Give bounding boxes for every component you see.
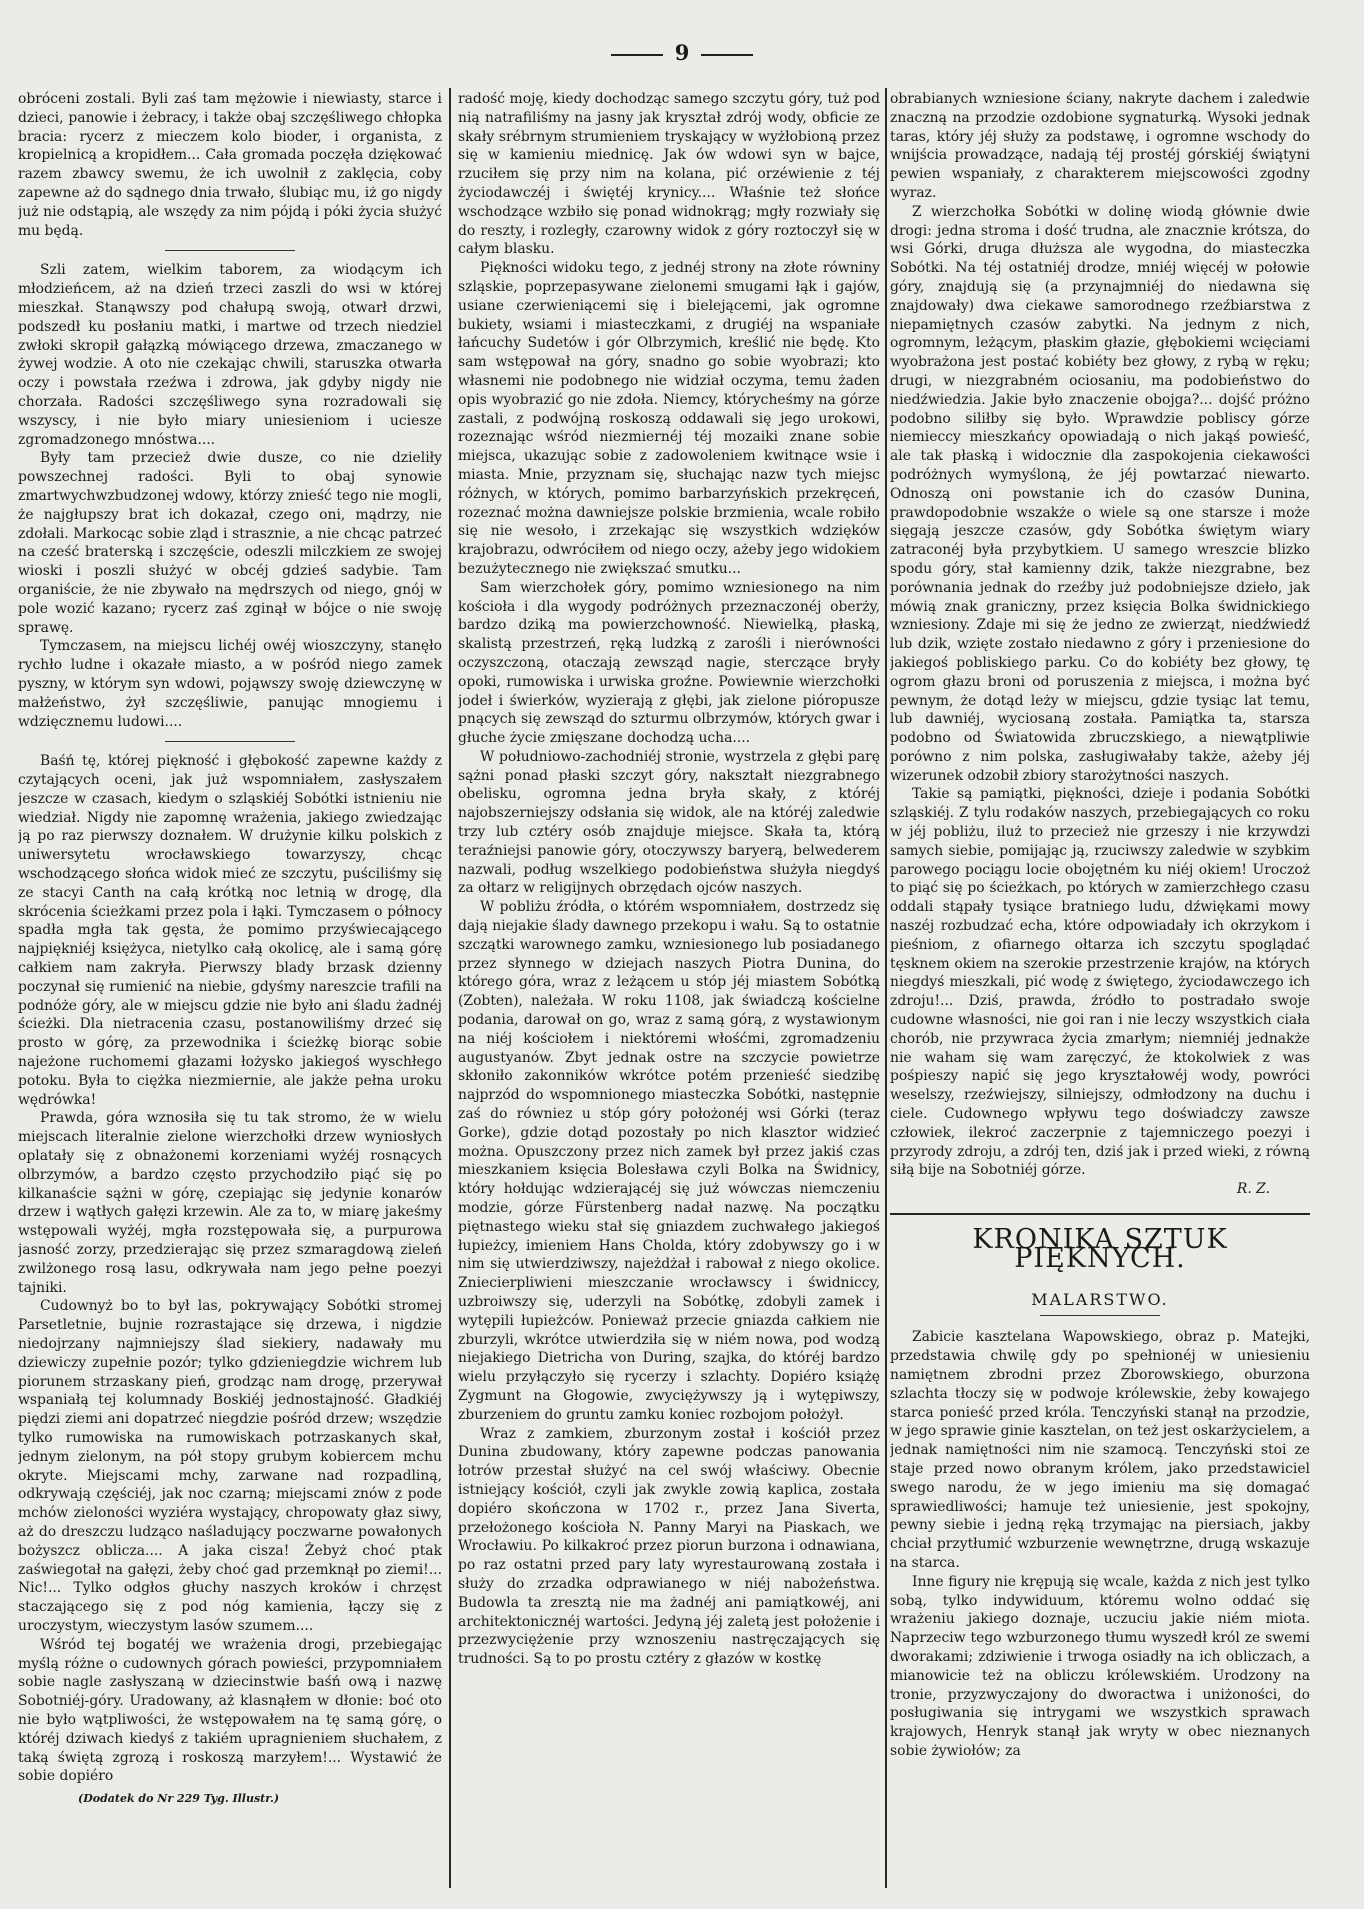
separator-rule (165, 741, 295, 742)
separator-rule (165, 250, 295, 251)
paragraph: W południowo-zachodniéj stronie, wystrzela z głębi parę sążni ponad płaski szczyt góry, nakształt niezgrabnego obelisku, ogromna jedna bryła skały, z któréj najobszerniejszy odsłania się widok, ale na któréj zaledwie trzy lub cztéry osób znajduje miejsce. Skała ta, którą teraźniejsi panowie góry, otoczywszy baryerą, belwederem nazwali, podług wszelkiego podobieństwa służyła niegdyś za ołtarz w religijnych obrzędach ojców naszych. (458, 748, 880, 897)
paragraph: Piękności widoku tego, z jednéj strony na złote równiny szląskie, poprzepasywane zielonemi smugami łąk i gajów, usiane czerwieniącemi się i bielejącemi, jak ogromne bukiety, wsiami i miasteczkami, z drugiéj na wspaniałe łańcuchy Sudetów i gór Olbrzymich, kreślić nie będę. Kto sam wstępował na góry, snadno go sobie wyobrazi; kto własnemi nie podobnego nie widział oczyma, temu żaden opis wyobrazić go nie zdoła. Niemcy, którycheśmy na górze zastali, z podwójną roskoszą oddawali się jego urokowi, rozeznając wśród niezmiernéj téj mozaiki znane sobie miejsca, ukazując sobie z zadowoleniem kwitnące wsie i miasta. Mnie, przyznam się, słuchając nazw tych miejsc różnych, w których, pomimo barbarzyńskich przekręceń, rozeznać można dawniejsze polskie brzmienia, wcale robiło się nie wesoło, i zrzekając się wszystkich wdzięków krajobrazu, odwróciłem od niego oczy, ażeby jego widokiem bezużytecznego nie zwiększać smutku... (458, 260, 880, 577)
paragraph: Sam wierzchołek góry, pomimo wzniesionego na nim kościoła i dla wygody podróżnych przeznaczonéj oberży, bardzo dziką ma powierzchowność. Niewielką, płaską, skalistą przestrzeń, ręką ludzką z zarośli i nierówności oczyszczoną, otaczają zewsząd nagie, sterczące bryły opoki, rumowiska i urwiska groźne. Powiewnie wierzchołki jodeł i świerków, wyzierają z głębi, jak zielone pióropusze pnących się zewsząd do szturmu olbrzymów, których gwar i głuche życie zmięszane dochodzą ucha.... (458, 579, 880, 747)
subsection-title (890, 1291, 1310, 1317)
page-number-dash-left (611, 54, 663, 56)
subsection-underline (1040, 1315, 1160, 1316)
paragraph: Prawda, góra wznosiła się tu tak stromo, że w wielu miejscach literalnie zielone wierzchołki drzew wyniosłych oplatały się z obnażonemi korzeniami wyżéj rosnących olbrzymów, a bardzo często przychodziło piąć się po kilkanaście sążni w górę, czepiając się jedynie konarów drzew i wątłych gałęzi krzewin. Ale za to, w miarę jakeśmy wstępowali wyżéj, mgła rozstępowała się, a purpurowa jasność zorzy, przedzierając się przez szmaragdową zieleń zwilżonego rosą lasu, odkrywała nam jego pełne poezyi tajniki. (18, 1110, 442, 1296)
column-divider (885, 88, 887, 1888)
page-number-text: 9 (674, 40, 690, 65)
supplement-footnote: (Dodatek do Nr 229 Tyg. Illustr.) (78, 1792, 280, 1806)
paragraph: Szli zatem, wielkim taborem, za wiodącym ich młodzieńcem, aż na dzień trzeci zaszli do wsi w której mieszkał. Stanąwszy pod chałupą swoją, otwarł drzwi, podszedł ku posłaniu matki, i martwe od trzech niedziel zwłoki skropił gałązką mówiącego drzewa, zmaczanego w żywej wodzie. A oto nie czekając chwili, staruszka otwarła oczy i powstała rzeźwa i zdrowa, jak gdyby nigdy nie chorzała. Radości szczęśliwego syna rozradowali się wszyscy, i nie było miary uniesieniom i uciesze zgromadzonego mnóstwa.... (18, 262, 442, 448)
column-divider (449, 88, 451, 1888)
paragraph: Były tam przecież dwie dusze, co nie dzieliły powszechnej radości. Byli to obaj synowie zmartwychwzbudzonej wdowy, którzy znieść tego nie mogli, że najgłupszy brat ich dokazał, czego oni, mądrzy, nie zdołali. Markocąc sobie zląd i strasznie, a nie chcąc patrzeć na cześć braterską i szczęście, odeszli milczkiem ze swojej wioski i poszli służyć w obcéj gdzieś sadybie. Tam organiście, że nie zbywało na mędrszych od niego, gnój w pole wozić kazano; rycerz zaś zginął w bójce o nie swoję sprawę. (18, 450, 442, 636)
paragraph: Zabicie kasztelana Wapowskiego, obraz p. Matejki, przedstawia chwilę gdy po spełnionéj w uniesieniu namiętnem zbrodni przez Zborowskiego, oburzona szlachta tłoczy się w podwoje królewskie, żeby kowajego starca ponieść przed króla. Tenczyński stanął na przodzie, w jego sprawie ginie kasztelan, on też jest oskarżycielem, a jednak namiętności nim nie szamocą. Tenczyński stoi ze staje przed nowo obranym królem, jako przedstawiciel swego narodu, że w jego imieniu ma się domagać sprawiedliwości; hamuje też uniesienie, jest spokojny, pewny siebie i jedną ręką trzymając na piersiach, jakby chciał przytłumić wzburzenie wewnętrzne, drugą wskazuje na starca. (890, 1329, 1310, 1571)
column-3 (890, 90, 1310, 1890)
page-number (0, 40, 1364, 65)
paragraph: Wśród tej bogatéj we wrażenia drogi, przebiegając myślą różne o cudownych górach powieści, przypomniałem sobie nagle zasłyszaną w dziecinstwie baśń ową i nazwę Sobotniéj-góry. Uradowany, aż klasnąłem w dłonie: boć oto nie było wątpliwości, że wstępowałem na tę samą górę, o któréj dziwach kiedyś z takiém upragnieniem słuchałem, z taką świętą zgrozą i roskoszą marzyłem!... Wystawić że sobie dopiéro (18, 1636, 442, 1785)
paragraph: W pobliżu źródła, o którém wspomniałem, dostrzedz się dają niejakie ślady dawnego przekopu i wału. Są to ostatnie szczątki warownego zamku, wzniesionego lub posiadanego przez słynnego w dziejach naszych Piotra Dunina, do którego góra, wraz z leżącem u stóp jéj miastem Sobótką (Zobten), należała. W roku 1108, jak świadczą kościelne podania, darował on go, wraz z samą górą, z wystawionym na niéj kościołem i niektóremi włośćmi, zgromadzeniu augustyanów. Zbyt jednak ostre na szczycie powietrze skłoniło zakonników wkrótce potém przenieść siedzibę najprzód do wspomnionego miasteczka Sobótki, następnie zaś do równiez u stóp góry położonéj wsi Górki (teraz Gorke), gdzie dotąd pozostały po nich klasztor widzieć można. Opuszczony przez nich zamek był przez jakiś czas mieszkaniem księcia Bolesława czyli Bolka na Świdnicy, który hołdując wdzierającéj się już wówczas niemczeniu modzie, górze Fürstenberg nadał nazwę. Na początku piętnastego wieku stał się gniazdem zuchwałego jakiegoś łupieżcy, imieniem Hans Cholda, który zdobywszy go i w nim się utwierdziwszy, najeżdżał i rabował z niego okolice. Zniecierpliwieni mieszczanie wrocławscy i świdniccy, uzbroiwszy się, uderzyli na Sobótkę, zdobyli zamek i wytępili łupieżców. Ponieważ przecie gniazda całkiem nie zburzyli, wkrótce utwierdziła się w niém nowa, pod wodzą niejakiego Dietricha von During, szajka, do któréj bardzo wielu przyłączyło się rycerzy i szlachty. Dopiéro książę Zygmunt na Głogowie, zwyciężywszy ją i wytępiwszy, zburzeniem do gruntu zamku koniec rozbojom położył. (458, 899, 880, 1423)
paragraph: Wraz z zamkiem, zburzonym został i kościół przez Dunina zbudowany, który zapewne podczas panowania łotrów przestał służyć na cel swój właściwy. Obecnie istniejący kościół, czyli jak zwykle zowią kaplica, została dopiéro skończona w 1702 r., przez Jana Siverta, przełożonego kościoła N. Panny Maryi na Piaskach, we Wrocławiu. Po kilkakroć przez piorun burzona i odnawiana, po raz ostatni przed pary laty wyrestaurowaną została i służy do zrzadka odprawianego w niéj nabożeństwa. Budowla ta zresztą nie ma żadnéj ani pamiątkowéj, ani architektonicznéj wartości. Jedyną jéj zaletą jest położenie i przezwyciężenie przy wznoszeniu nastręczających się trudności. Są to po prostu cztéry z głazów w kostkę (458, 1425, 880, 1668)
section-title: KRONIKA SZTUK PIĘKNYCH. (972, 1224, 1228, 1274)
paragraph: Cudownyż bo to był las, pokrywający Sobótki stromej Parsetletnie, bujnie rozrastające się drzewa, i nigdzie niedojrzany najmniejszy ślad siekiery, nadawały mu dziewiczy zupełnie pozór; tylko gdzieniegdzie wichrem lub piorunem strzaskany pień, grodząc nam drogę, przerywał wspaniałą tej kolumnady Boskiéj jednostajność. Gładkiéj piędzi ziemi ani dopatrzeć niegdzie pośród drzew; wszędzie tylko rumowiska na rumowiskach potrzaskanych skał, jednym zielonym, na pół stopy grubym kobiercem mchu okryte. Miejscami mchy, zarwane nad rozpadliną, odkrywają częściéj, jak noc czarną; miejscami znów z pode mchów zieloności wyziéra wystający, chropowaty głaz siwy, aż do dreszczu ludząco naśladujący poczwarne powałonych bożyszcz oblicza.... A jaka cisza! Żebyż choć ptak zaświegotał na gałęzi, żeby choć gad przemknął po ziemi!... Nic!... Tylko odgłos głuchy naszych kroków i chrzęst staczającego się z pod nóg kamienia, łączy się z uroczystym, wieczystym lasów szumem.... (18, 1298, 442, 1634)
paragraph: Tymczasem, na miejscu lichéj owéj wioszczyny, stanęło rychło ludne i okazałe miasto, a w pośród niego zamek pyszny, w którym syn wdowi, pojąwszy swoję dziewczynę w małżeństwo, żył szczęśliwie, panując mnogiemu i wdzięcznemu ludowi.... (18, 638, 442, 730)
paragraph: Takie są pamiątki, piękności, dzieje i podania Sobótki szląskiéj. Z tylu rodaków naszych, przebiegających co roku w jéj pobliżu, iluż to przecież nie grzeszy i nie krzywdzi samych siebie, pomijając ją, rzuciwszy zaledwie w szybkim parowego pociągu locie obojętném ku niéj okiem! Uroczoż to piąć się po ścieżkach, po których w zamierzchłego czasu oddali stąpały tysiące bratniego ludu, dźwiękami mowy naszéj rozbudzać echa, które odpowiadały ich okrzykom i pieśniom, z ofiarnego ołtarza ich szczytu spoglądać tęsknem okiem na szerokie przestrzenie krajów, na których niegdyś mieszkali, pić wodę z świętego, życiodawczego ich zdroju!... Dziś, prawda, źródło to postradało swoje cudowne własności, nie goi ran i nie leczy wszystkich ciała chorób, nie przywraca życia zmarłym; niemniéj jednakże nie waham się wam zaręczyć, że ktokolwiek z was pośpieszy napić się jego kryształowéj wody, powróci weselszy, rzeźwiejszy, silniejszy, odmłodzony na duchu i ciele. Cudownego wpływu tego doświadczy zawsze człowiek, ilekroć zaczerpnie z tajemniczego poezyi i przyrody zdroju, a zdrój ten, dziś jak i przed wieki, z równą siłą bije na Sobotniéj górze. (890, 786, 1310, 1179)
section-rule (890, 1213, 1310, 1215)
subsection-title-text: MALARSTWO. (1031, 1289, 1169, 1309)
paragraph: obróceni zostali. Byli zaś tam mężowie i niewiasty, starce i dzieci, panowie i żebracy, i także obaj szczęśliwego chłopka bracia: rycerz z mieczem kolo bioder, i organista, z kropielnicą a kropidłem... Cała gromada poczęła dziękować razem zbawcy swemu, że ich uwolnił z zaklęcia, coby zapewne aż do sądnego dnia trwało, ślubiąc mu, iż go nigdy już nie odstąpią, ale wszędy za nim pójdą i póki życia służyć mu będą. (18, 91, 442, 239)
page-number-dash-right (701, 54, 753, 56)
author-signature: R. Z. (1236, 1181, 1270, 1198)
column-2 (458, 90, 880, 1890)
paragraph: radość moję, kiedy dochodząc samego szczytu góry, tuż pod nią natrafiliśmy na jasny jak kryształ zdrój wody, obficie ze skały srébrnym strumieniem tryskający w wyżłobioną przez się w kamieniu miednicę. Jak ów wdowi syn w bajce, rzuciłem się przy nim na kolana, pić orzéwienie z téj życiodawczéj i świętéj krynicy.... Właśnie też słońce wschodzące wzbiło się ponad widnokrąg; mgły rozwiały się do reszty, i rozległy, czarowny widok z góry roztoczył się w całym blasku. (458, 91, 880, 258)
paragraph: obrabianych wzniesione ściany, nakryte dachem i zaledwie znaczną na przodzie ozdobione sygnaturką. Wysoki jednak taras, który jéj służy za podstawę, i ogromne wschody do wnijścia prowadzące, nadają téj prostéj górskiéj świątyni pewien wspaniały, z charakterem miejscowości zgodny wyraz. (890, 91, 1310, 201)
column-1 (18, 90, 442, 1890)
paragraph: Baśń tę, której piękność i głębokość zapewne każdy z czytających oceni, jak już wspomniałem, zasłyszałem jeszcze w czasach, kiedym o szląskiéj Sobótki istnieniu nie wiedział. Nigdy nie zapomnę wrażenia, jakiego zwiedzając ją po raz pierwszy doznałem. W drużynie kilku polskich z uniwersytetu wrocławskiego towarzyszy, chcąc wschodzącego słońca widok mieć ze szczytu, puściliśmy się ze stacyi Canth na całą krótką noc letnią w drogę, dla skrócenia ścieżkami przez pola i łąki. Tymczasem o północy spadła mgła tak gęsta, że pomimo przyświecającego najpiękniéj księżyca, nietylko całą okolicę, ale i samą górę całkiem nam zakryła. Pierwszy blady brzask dzienny poczynał się rumienić na niebie, gdyśmy nareszcie trafili na podnóże góry, ale w miejscu gdzie nie było ani śladu żadnéj ścieżki. Dla nietracenia czasu, postanowiliśmy drzeć się prosto w górę, za przewodnika i ścieżkę biorąc sobie najeżone ruchomemi głazami łożysko jakiegoś wyschłego potoku. Była to ciężka niezmiernie, ale jakże pełna uroku wędrówka! (18, 753, 442, 1108)
paragraph: Z wierzchołka Sobótki w dolinę wiodą głównie dwie drogi: jedna stroma i dość trudna, ale znacznie krótsza, do wsi Górki, druga dłuższa ale wygodna, do miasteczka Sobótki. Na téj ostatniéj drodze, mniéj więcéj w połowie góry, znajdują się (a przynajmniéj do niedawna się znajdowały) dwa ciekawe samorodnego rzeźbiarstwa z niepamiętnych czasów zabytki. Na jednym z nich, ogromnym, leżącym, płaskim głazie, głębokiemi wcięciami wyobrażona jest postać kobiéty bez głowy, z rybą w ręku; drugi, w niezgrabném ociosaniu, ma podobieństwo do niedźwiedzia. Jakie było znaczenie obojga?... dojść próżno podobno siliłby się było. Wprawdzie pobliscy górze niemieccy mieszkańcy opowiadają o nich jakąś powieść, ale tak płaską i widocznie dla zaspokojenia ciekawości podróżnych wymyśloną, że jéj powtarzać niewarto. Odnoszą oni powstanie ich do czasów Dunina, prawdopodobnie wszakże o wiele są one starsze i może sięgają jeszcze czasów, gdy Sobótka świętym wiary zatraconéj była przybytkiem. U samego wreszcie blizko spodu góry, stał kamienny dzik, także niezgrabne, bez porównania jednak do rzeźby już podobniejsze dzieło, jak mówią znak graniczny, przez księcia Bolka świdnickiego wzniesiony. Zdaje mi się że jedno ze zwierząt, niedźwiedź lub dzik, wzięte zostało niedawno z góry i przeniesione do jakiegoś pobliskiego parku. Co do kobiéty bez głowy, tę ogrom głazu broni od poruszenia z miejsca, i można być pewnym, że dotąd leży w miejscu, gdzie tysiąc lat temu, lub dawniéj, wyciosaną została. Pamiątka ta, starsza podobno od Światowida zbruczskiego, a niewątpliwie porówno z nim polska, zasługiwałaby także, ażeby jéj wizerunek odzobił zbiory starożytności naszych. (890, 203, 1310, 784)
paragraph: Inne figury nie krępują się wcale, każda z nich jest tylko sobą, tylko indywiduum, któremu wolno oddać się wrażeniu jakiego doznaje, uczuciu jakie niém miota. Naprzeciw tego wzburzonego tłumu wyszedł król ze swemi dworakami; zdziwienie i trwoga osiadły na ich obliczach, a mianowicie też na obliczu królewskiém. Urodzony na tronie, przyzwyczajony do dworactwa i uniżoności, do posługiwania się intrygami we wszystkich sprawach krajowych, Henryk stanął jak wryty w obec nieznanych sobie żywiołów; za (890, 1573, 1310, 1759)
